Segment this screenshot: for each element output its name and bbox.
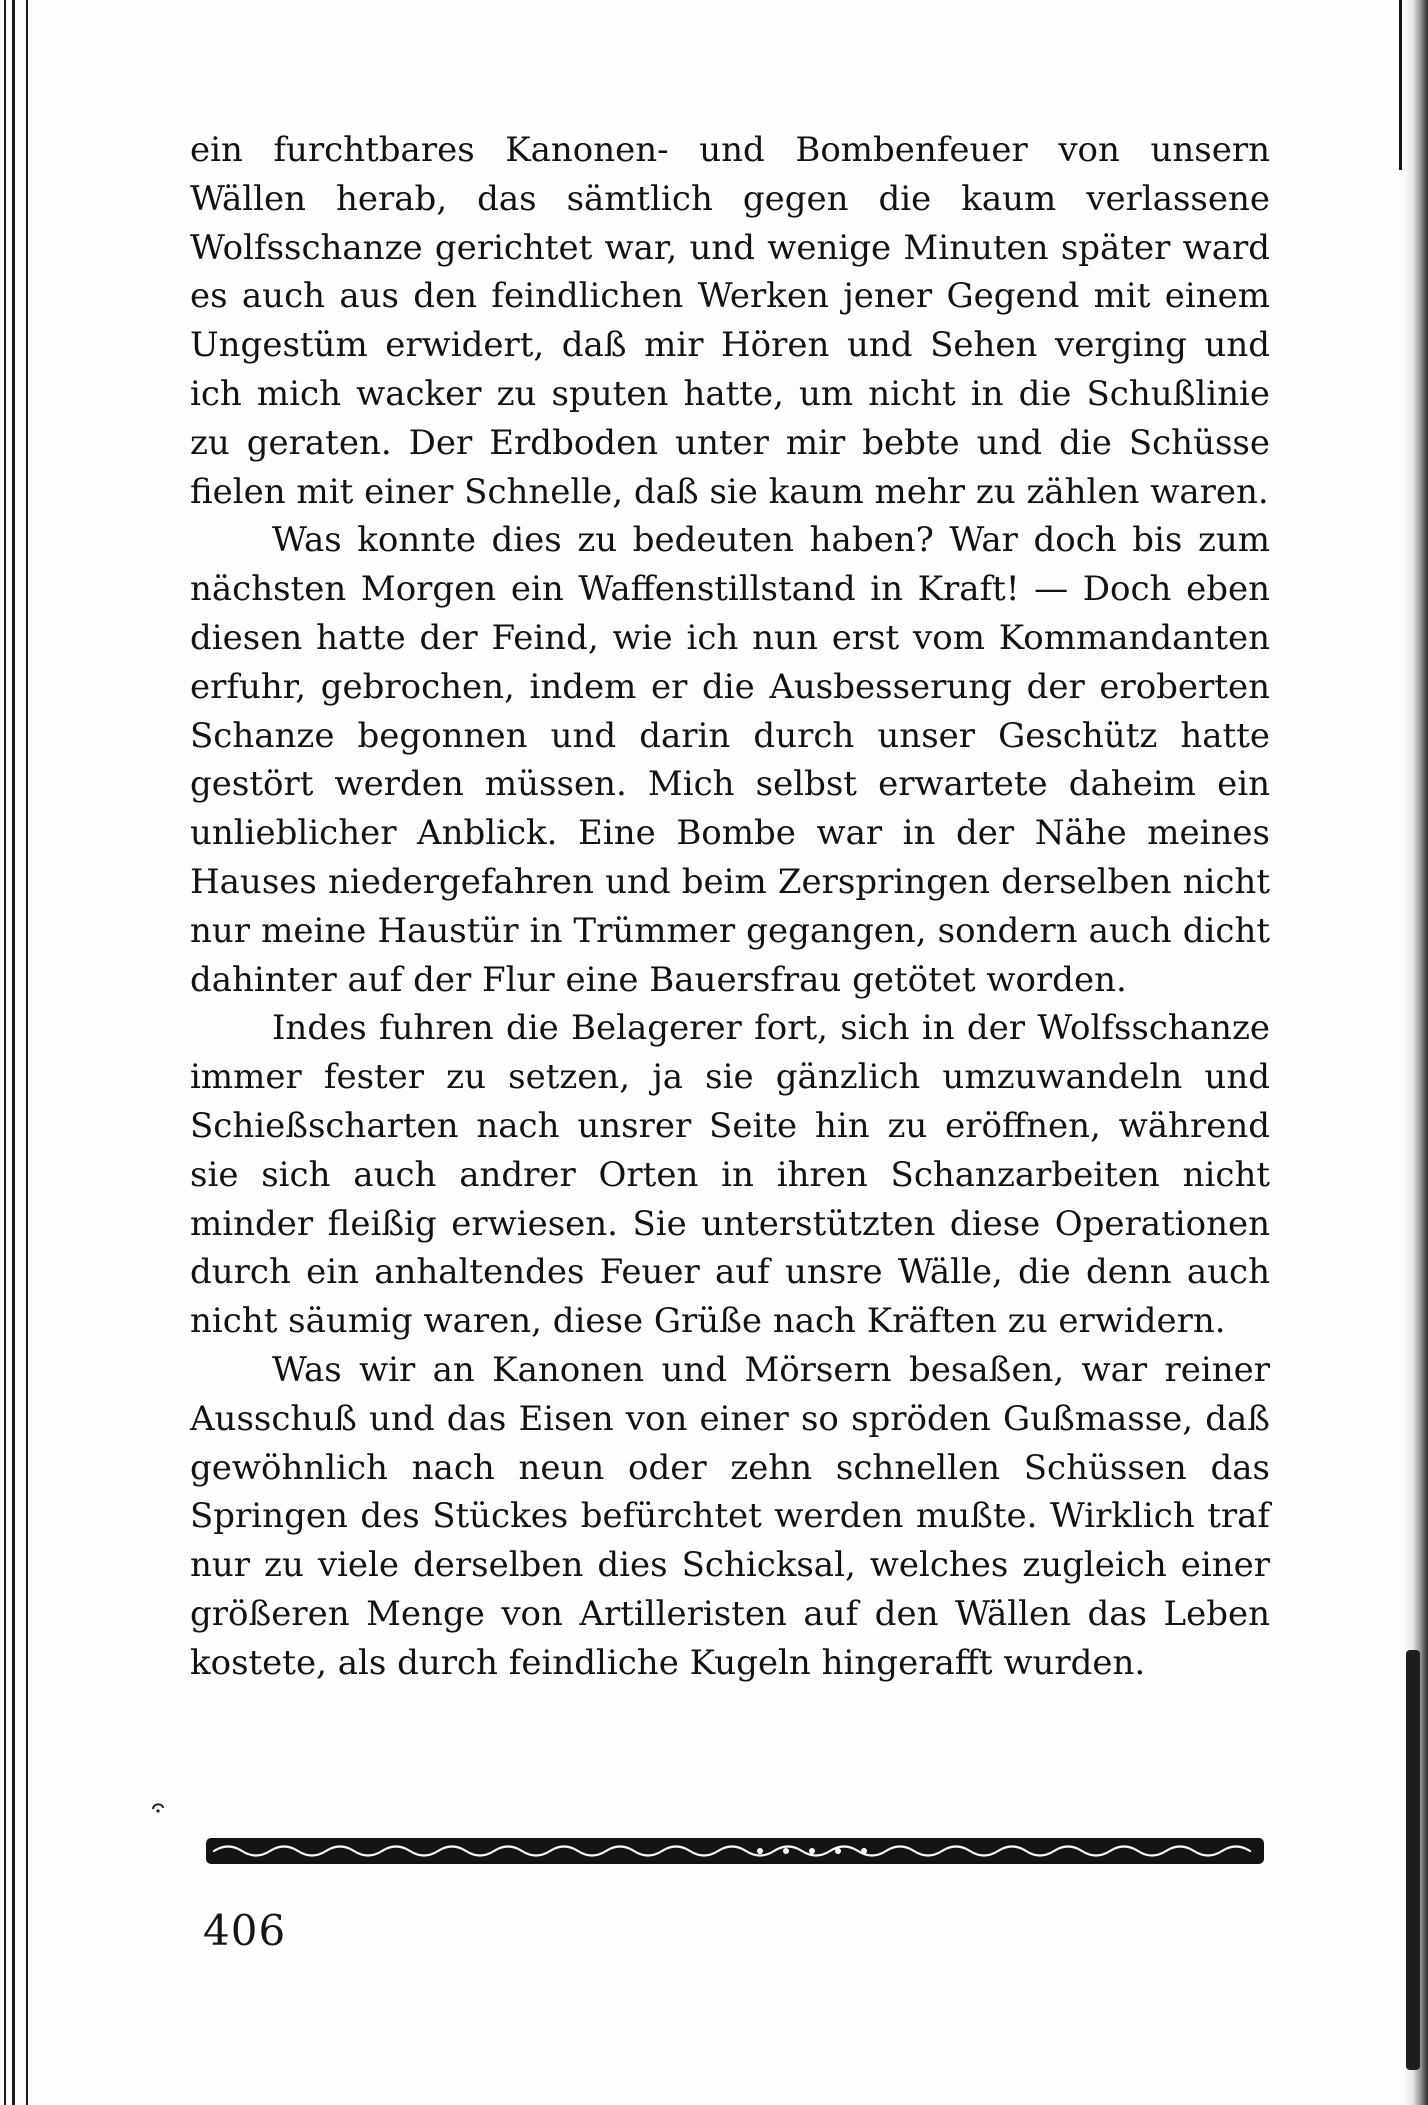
stray-mark-icon — [150, 1800, 166, 1814]
page-number: 406 — [203, 1906, 287, 1955]
binding-edge-line — [12, 0, 15, 2105]
paragraph: Was konnte dies zu bedeuten haben? War doch bis zum nächsten Morgen ein Waffenstillstand in Kraft! — Doch eben diesen hatte der Feind, wie ich nun erst vom Kommandanten erfuhr, gebrochen, indem er die Ausbesserung der eroberten Schanze begonnen und darin durch unser Geschütz hatte gestört werden müssen. Mich selbst erwartete daheim ein unlieblicher Anblick. Eine Bombe war in der Nähe meines Hauses niedergefahren und beim Zerspringen derselben nicht nur meine Haustür in Trümmer gegangen, sondern auch dicht dahinter auf der Flur eine Bauersfrau getötet worden. — [190, 520, 1270, 1000]
ornamental-divider — [206, 1836, 1264, 1866]
scan-edge-line — [1399, 0, 1402, 170]
body-text — [190, 126, 1270, 1688]
paragraph: Was wir an Kanonen und Mörsern besaßen, war reiner Ausschuß und das Eisen von einer so spröden Gußmasse, daß gewöhnlich nach neun oder zehn schnellen Schüssen das Springen des Stückes befürchtet werden mußte. Wirklich traf nur zu viele derselben dies Schicksal, welches zugleich einer größeren Menge von Artilleristen auf den Wällen das Leben kostete, als durch feindliche Kugeln hingerafft wurden. — [190, 1349, 1270, 1683]
paragraph: Indes fuhren die Belagerer fort, sich in der Wolfsschanze immer fester zu setzen, ja sie gänzlich umzuwandeln und Schießscharten nach unsrer Seite hin zu eröffnen, während sie sich auch andrer Orten in ihren Schanzarbeiten nicht minder fleißig erwiesen. Sie unterstützten diese Operationen durch ein anhaltendes Feuer auf unsre Wälle, die denn auch nicht säumig waren, diese Grüße nach Kräften zu erwidern. — [190, 1008, 1270, 1342]
paragraph: ein furchtbares Kanonen- und Bombenfeuer von unsern Wällen herab, das sämtlich gegen die kaum verlassene Wolfsschanze gerichtet war, und wenige Minuten später ward es auch aus den feindlichen Werken jener Gegend mit einem Ungestüm erwidert, daß mir Hören und Sehen verging und ich mich wacker zu sputen hatte, um nicht in die Schußlinie zu geraten. Der Erdboden unter mir bebte und die Schüsse fielen mit einer Schnelle, daß sie kaum mehr zu zählen waren. — [190, 130, 1270, 512]
scan-edge-stain — [1406, 1650, 1420, 2070]
binding-edge-line — [26, 0, 28, 2105]
binding-edge-line — [4, 0, 6, 2105]
